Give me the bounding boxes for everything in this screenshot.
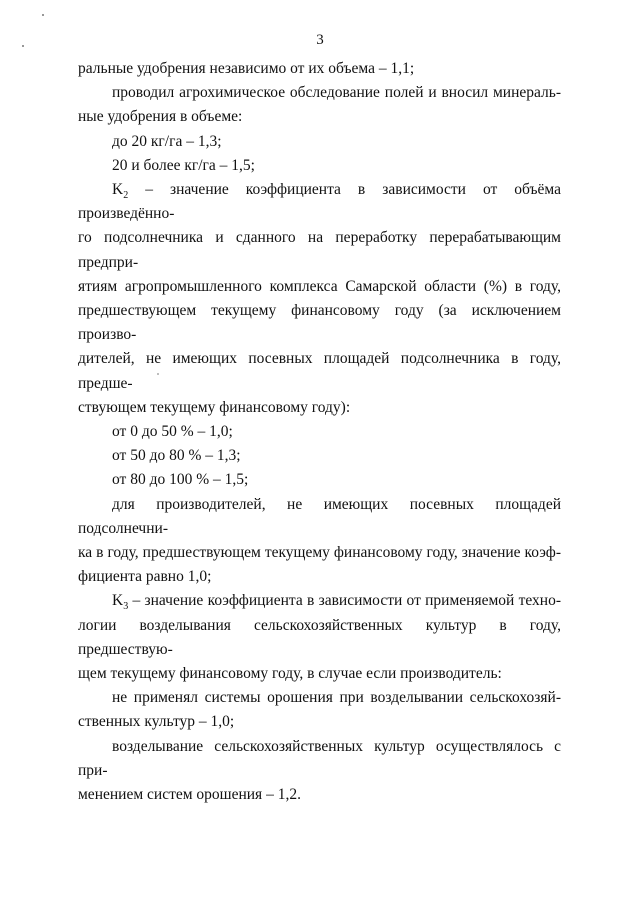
text-line: логии возделывания сельскохозяйственных культур в году, предшествую- <box>78 616 561 658</box>
coefficient-k2-definition <box>78 178 561 226</box>
coefficient-index: 2 <box>123 190 129 202</box>
text-line: не применял системы орошения при возделывании сельскохозяй- <box>112 689 561 707</box>
text-line: менением систем орошения – 1,2. <box>78 786 301 804</box>
text-line: ральные удобрения независимо от их объема – 1,1; <box>78 60 415 77</box>
text-line: го подсолнечника и сданного на переработку перерабатывающим предпри- <box>78 229 561 271</box>
list-item: 20 и более кг/га – 1,5; <box>112 156 255 174</box>
scan-speck <box>42 14 44 16</box>
coefficient-symbol: K <box>112 181 124 199</box>
text-line: ствующем текущему финансовому году): <box>78 398 351 416</box>
text-line: ственных культур – 1,0; <box>78 713 235 731</box>
list-item: от 50 до 80 % – 1,3; <box>112 447 241 465</box>
text-line: ка в году, предшествующем текущему финансовому году, значение коэф- <box>78 544 561 562</box>
text-line: – значение коэффициента в зависимости от объёма произведённо- <box>78 181 561 223</box>
list-item: от 80 до 100 % – 1,5; <box>112 471 249 489</box>
list-item: до 20 кг/га – 1,3; <box>112 132 222 150</box>
text-line: предшествующем текущему финансовому году (за исключением произво- <box>78 302 561 344</box>
text-line: для производителей, не имеющих посевных площадей подсолнечни- <box>78 495 561 537</box>
text-line: – значение коэффициента в зависимости от применяемой техно- <box>128 592 561 610</box>
coefficient-symbol: K <box>112 592 124 610</box>
text-line: ные удобрения в объеме: <box>78 108 243 126</box>
coefficient-index: 3 <box>123 601 129 613</box>
text-line: дителей, не имеющих посевных площадей подсолнечника в году, предше- <box>78 350 561 392</box>
text-line: ятиям агропромышленного комплекса Самарской области (%) в году, <box>78 277 561 295</box>
text-line: щем текущему финансовому году, в случае если производитель: <box>78 665 502 683</box>
text-line: проводил агрохимическое обследование полей и вносил минераль- <box>112 84 561 102</box>
coefficient-k3-definition <box>78 589 561 613</box>
document-body <box>78 57 561 807</box>
text-line: фициента равно 1,0; <box>78 568 212 586</box>
page-number: 3 <box>316 32 324 48</box>
list-item: от 0 до 50 % – 1,0; <box>112 423 233 441</box>
text-line: возделывание сельскохозяйственных культур осуществлялось с при- <box>78 737 561 779</box>
